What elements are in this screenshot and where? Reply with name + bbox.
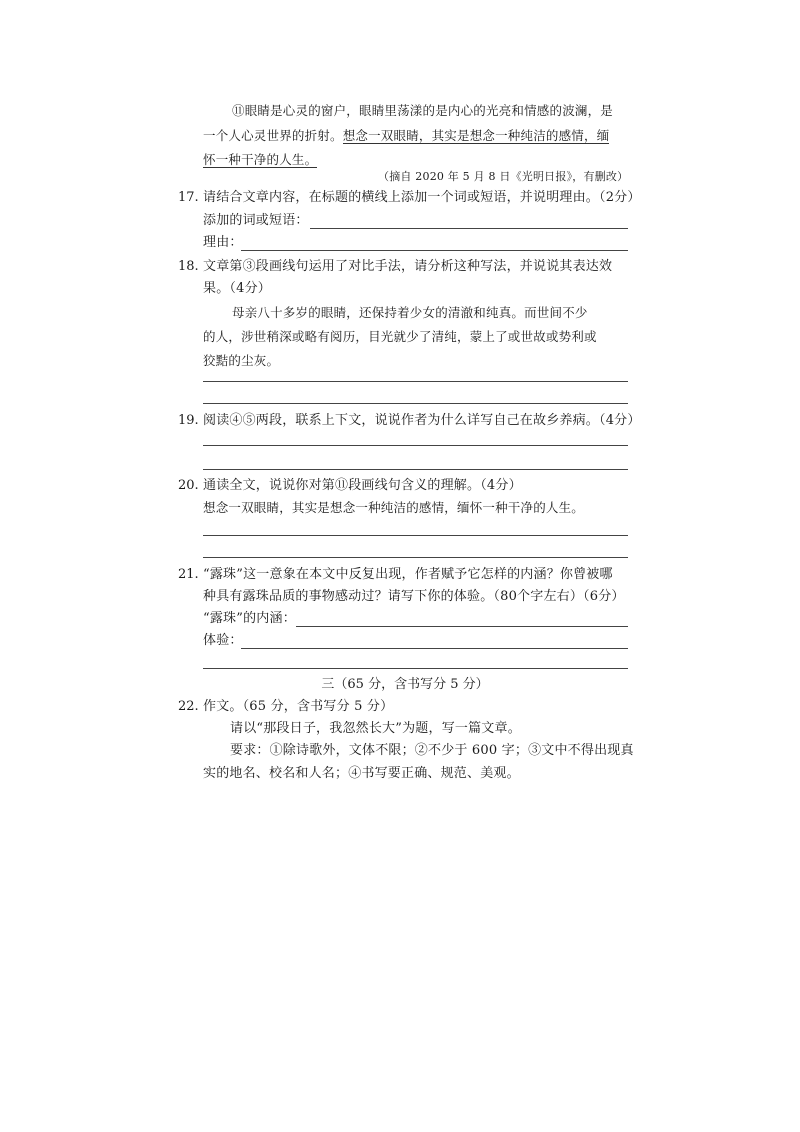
q17-reason-answer-line[interactable] xyxy=(241,250,628,251)
q18-number: 18. xyxy=(178,259,199,274)
q17-label-reason: 理由： xyxy=(203,235,243,250)
q22-text: 作文。（65 分，含书写分 5 分） xyxy=(203,699,394,714)
q21-meaning-answer-line[interactable] xyxy=(296,626,628,627)
q17-number: 17. xyxy=(178,190,199,205)
para11-underlined-sentence-part1: 想念一双眼睛，其实是想念一种纯洁的感情，缅 xyxy=(342,128,610,143)
q22-prompt: 请以“那段日子，我忽然长大”为题，写一篇文章。 xyxy=(230,721,521,736)
q21-number: 21. xyxy=(178,567,199,582)
q19-answer-line-1[interactable] xyxy=(203,445,628,446)
q22-requirements-line2: 实的地名、校名和人名；④书写要正确、规范、美观。 xyxy=(203,766,520,781)
q20-answer-line-1[interactable] xyxy=(203,535,628,536)
q20-number: 20. xyxy=(178,478,199,493)
q21-label-experience: 体验： xyxy=(203,633,243,648)
q17-label-phrase: 添加的词或短语： xyxy=(203,213,309,228)
para11-line1: ⑪眼睛是心灵的窗户，眼睛里荡漾的是内心的光亮和情感的波澜，是 xyxy=(232,103,614,118)
q18-quote-line2: 的人，涉世稍深或略有阅历，目光就少了清纯，蒙上了或世故或势利或 xyxy=(203,329,597,344)
q22-requirements-line1: 要求：①除诗歌外，文体不限；②不少于 600 字；③文中不得出现真 xyxy=(230,743,634,758)
q22-number: 22. xyxy=(178,699,199,714)
q18-text-line2: 果。（4分） xyxy=(203,281,271,296)
para11-underlined-sentence-part2: 怀一种干净的人生。 xyxy=(203,152,318,167)
source-citation: （摘自 2020 年 5 月 8 日《光明日报》，有删改） xyxy=(378,170,629,183)
q19-text: 阅读④⑤两段，联系上下文，说说作者为什么详写自己在故乡养病。（4分） xyxy=(203,413,641,428)
q21-text-line2: 种具有露珠品质的事物感动过？请写下你的体验。（80个字左右）（6分） xyxy=(203,589,625,604)
q21-experience-answer-line-1[interactable] xyxy=(241,648,628,649)
q20-answer-line-2[interactable] xyxy=(203,557,628,558)
q17-text: 请结合文章内容，在标题的横线上添加一个词或短语，并说明理由。（2分） xyxy=(203,190,641,205)
para11-line3 xyxy=(203,151,317,169)
section-3-heading: 三（65 分，含书写分 5 分） xyxy=(321,677,489,692)
q17-phrase-answer-line[interactable] xyxy=(310,228,628,229)
q18-answer-line-1[interactable] xyxy=(203,381,628,382)
q18-answer-line-2[interactable] xyxy=(203,403,628,404)
q18-quote-line1: 母亲八十多岁的眼睛，还保持着少女的清澈和纯真。而世间不少 xyxy=(232,305,588,320)
q18-quote-line3: 狡黠的尘灰。 xyxy=(203,353,280,368)
q20-text: 通读全文，说说你对第⑪段画线句含义的理解。（4分） xyxy=(203,478,522,493)
para11-line2 xyxy=(203,127,609,145)
para11-line2-plain: 一个人心灵世界的折射。 xyxy=(203,128,343,143)
q18-text-line1: 文章第③段画线句运用了对比手法，请分析这种写法，并说说其表达效 xyxy=(203,259,613,274)
q21-text-line1: “露珠”这一意象在本文中反复出现，作者赋予它怎样的内涵？你曾被哪 xyxy=(203,567,613,582)
q19-answer-line-2[interactable] xyxy=(203,469,628,470)
q19-number: 19. xyxy=(178,413,199,428)
q21-experience-answer-line-2[interactable] xyxy=(203,668,628,669)
q21-label-meaning: “露珠”的内涵： xyxy=(203,611,296,626)
q20-quote: 想念一双眼睛，其实是想念一种纯洁的感情，缅怀一种干净的人生。 xyxy=(203,500,585,515)
